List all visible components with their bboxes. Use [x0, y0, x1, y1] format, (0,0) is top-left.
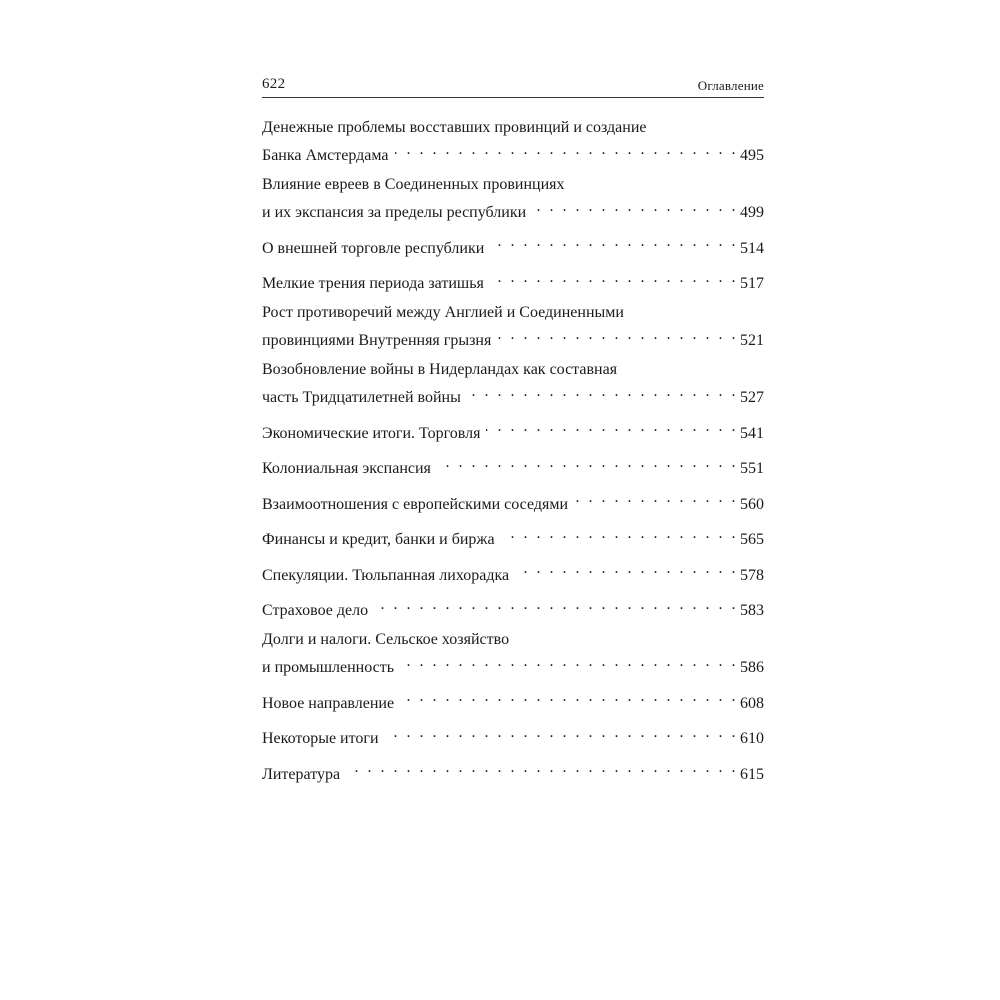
toc-entry-row — [262, 452, 764, 480]
toc-entry-title-line: Финансы и кредит, банки и биржа — [262, 531, 495, 548]
toc-entry-title-line: О внешней торговле республики — [262, 239, 485, 257]
toc-entry — [262, 594, 764, 622]
dot-leader — [490, 231, 738, 253]
toc-entry — [262, 629, 764, 679]
toc-entry-title-line: и их экспансия за пределы республики — [262, 204, 527, 221]
toc-page-number: 499 — [740, 204, 764, 221]
toc-entry-row — [262, 267, 764, 295]
toc-page-number: 608 — [740, 694, 764, 712]
toc-entry-title-line: Рост противоречий между Англией и Соединенными — [262, 304, 624, 321]
toc-entry-title-line: Денежные проблемы восставших провинций и создание — [262, 119, 647, 136]
toc-page-number: 615 — [740, 765, 764, 783]
toc-entry-row — [262, 196, 764, 224]
toc-entry-title-line: Спекуляции. Тюльпанная лихорадка — [262, 566, 510, 584]
toc-entry — [262, 722, 764, 750]
dot-leader — [437, 452, 738, 474]
dot-leader — [490, 267, 738, 289]
toc-page-number: 586 — [740, 659, 764, 676]
toc-entry-title-line: часть Тридцатилетней войны — [262, 389, 461, 406]
toc-entry-row — [262, 139, 764, 167]
running-header — [262, 76, 764, 98]
toc-page-number: 514 — [740, 239, 764, 257]
dot-leader — [346, 757, 738, 779]
toc-entry-row — [262, 523, 764, 551]
dot-leader — [501, 523, 738, 545]
toc-entry — [262, 302, 764, 352]
toc-entry-title-line: Влияние евреев в Соединенных провинциях — [262, 176, 565, 193]
toc-entry-title-line: Мелкие трения периода затишья — [262, 275, 484, 292]
toc-entry — [262, 523, 764, 551]
toc-entry-row — [262, 416, 764, 444]
toc-page-number: 517 — [740, 275, 764, 292]
toc-entry — [262, 117, 764, 167]
toc-entry-title-line: Литература — [262, 765, 341, 783]
toc-entry — [262, 686, 764, 714]
dot-leader — [385, 722, 738, 744]
toc-entry-row — [262, 487, 764, 515]
toc-entry-row — [262, 686, 764, 714]
dot-leader — [400, 686, 738, 708]
toc-entry-row — [262, 722, 764, 750]
toc-entry — [262, 359, 764, 409]
toc-page-number: 610 — [740, 730, 764, 747]
toc-entry-row — [262, 594, 764, 622]
toc-page-number: 565 — [740, 531, 764, 548]
toc-entry-row — [262, 381, 764, 409]
toc-entry — [262, 174, 764, 224]
toc-entry-title-line: Колониальная экспансия — [262, 460, 431, 477]
toc-page-number: 560 — [740, 495, 764, 513]
dot-leader — [400, 651, 738, 673]
toc-entry — [262, 487, 764, 515]
dot-leader — [486, 416, 738, 438]
toc-page-number: 521 — [740, 332, 764, 349]
toc-entry-title-line: Возобновление войны в Нидерландах как составная — [262, 361, 618, 378]
toc-entry-title-line: и промышленность — [262, 659, 395, 676]
toc-page-number: 583 — [740, 602, 764, 619]
toc-entry — [262, 416, 764, 444]
toc-entry — [262, 757, 764, 785]
table-of-contents — [262, 117, 764, 793]
toc-entry — [262, 452, 764, 480]
toc-entry — [262, 267, 764, 295]
toc-page-number: 551 — [740, 460, 764, 477]
toc-page-number: 578 — [740, 566, 764, 584]
toc-entry-title-line: Долги и налоги. Сельское хозяйство — [262, 631, 510, 648]
toc-entry — [262, 558, 764, 586]
toc-entry-row — [262, 757, 764, 785]
toc-entry — [262, 231, 764, 259]
dot-leader — [467, 381, 738, 403]
header-rule — [262, 97, 764, 98]
dot-leader — [515, 558, 738, 580]
toc-page-number: 495 — [740, 147, 764, 164]
toc-entry-title-line: Банка Амстердама — [262, 147, 389, 164]
toc-page-number: 541 — [740, 424, 764, 442]
toc-entry-title-line: Взаимоотношения с европейскими соседями — [262, 495, 569, 513]
toc-entry-row — [262, 558, 764, 586]
toc-entry-title-line: Некоторые итоги — [262, 730, 379, 747]
toc-entry-title-line: провинциями Внутренняя грызня — [262, 332, 492, 349]
toc-entry-row — [262, 651, 764, 679]
page-number: 622 — [262, 76, 286, 92]
dot-leader — [497, 324, 738, 346]
toc-entry-title-line: Новое направление — [262, 694, 395, 712]
toc-entry-title-line: Страховое дело — [262, 602, 369, 619]
running-title: Оглавление — [697, 78, 764, 93]
toc-entry-title-line: Экономические итоги. Торговля — [262, 424, 481, 442]
dot-leader — [395, 139, 738, 161]
toc-page-number: 527 — [740, 389, 764, 406]
dot-leader — [532, 196, 738, 218]
dot-leader — [574, 487, 738, 509]
dot-leader — [374, 594, 738, 616]
toc-entry-row — [262, 231, 764, 259]
toc-entry-row — [262, 324, 764, 352]
